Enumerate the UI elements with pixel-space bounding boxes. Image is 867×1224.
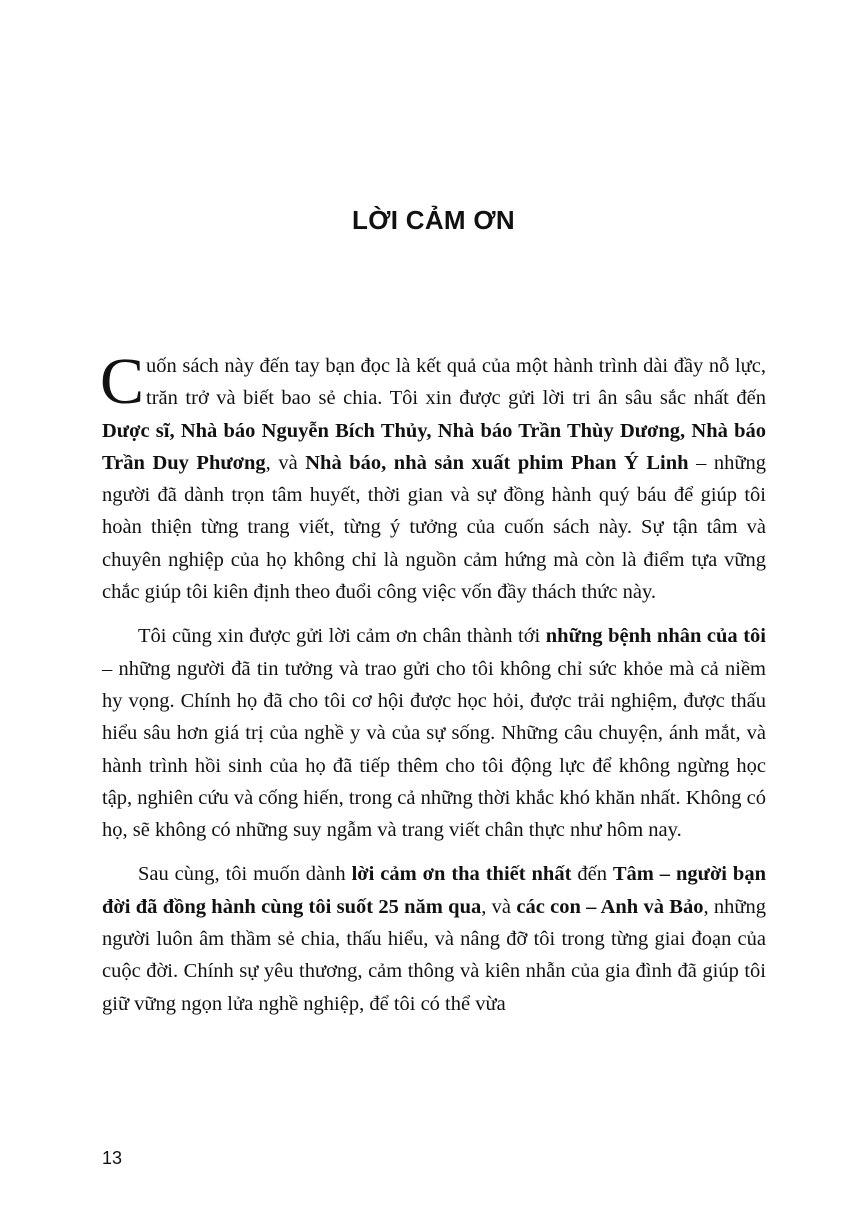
bold-run: những bệnh nhân của tôi <box>545 625 766 648</box>
text-run: , và <box>481 895 517 918</box>
paragraph-3 <box>102 858 766 1019</box>
paragraph-1 <box>100 345 766 608</box>
bold-run: Dược sĩ, Nhà báo Nguyễn Bích Thủy, Nhà báo Trần Thùy Dương, Nhà báo Trần Duy Phương <box>102 419 766 474</box>
bold-run: các con – Anh và Bảo <box>516 895 704 918</box>
paragraph-2 <box>102 620 766 846</box>
text-run: uốn sách này đến tay bạn đọc là kết quả của một hành trình dài đầy nỗ lực, trăn trở và biết bao sẻ chia. Tôi xin được gửi lời tri ân sâu sắc nhất đến <box>146 355 766 410</box>
text-run: , những người luôn âm thầm sẻ chia, thấu hiểu, và nâng đỡ tôi trong từng giai đoạn của cuộc đời. Chính sự yêu thương, cảm thông và kiên nhẫn của gia đình đã giúp tôi giữ vững ngọn lửa nghề nghiệp, để tôi có thể vừa <box>102 895 766 1015</box>
body-text <box>100 345 766 1032</box>
page-number: 13 <box>102 1148 123 1168</box>
text-run: đến <box>571 863 613 886</box>
drop-cap: C <box>100 345 145 418</box>
text-run: Sau cùng, tôi muốn dành <box>138 863 352 886</box>
text-run: – những người đã dành trọn tâm huyết, thời gian và sự đồng hành quý báu để giúp tôi hoàn thiện từng trang viết, từng ý tưởng của cuốn sách này. Sự tận tâm và chuyên nghiệp của họ không chỉ là nguồn cảm hứng mà còn là điểm tựa vững chắc giúp tôi kiên định theo đuổi công việc vốn đầy thách thức này. <box>102 451 766 604</box>
bold-run: Nhà báo, nhà sản xuất phim Phan Ý Linh <box>305 451 689 474</box>
text-run: Tôi cũng xin được gửi lời cảm ơn chân thành tới <box>138 625 546 648</box>
bold-run: lời cảm ơn tha thiết nhất <box>351 863 572 886</box>
page-title: LỜI CẢM ƠN <box>352 205 515 235</box>
text-run: , và <box>265 451 306 474</box>
text-run: – những người đã tin tưởng và trao gửi cho tôi không chỉ sức khỏe mà cả niềm hy vọng. Chính họ đã cho tôi cơ hội được học hỏi, được trải nghiệm, được thấu hiểu sâu hơn giá trị của nghề y và của sự sống. Những câu chuyện, ánh mắt, và hành trình hồi sinh của họ đã tiếp thêm cho tôi động lực để không ngừng học tập, nghiên cứu và cống hiến, trong cả những thời khắc khó khăn nhất. Không có họ, sẽ không có những suy ngẫm và trang viết chân thực như hôm nay. <box>102 657 766 842</box>
bold-run: Tâm – người bạn đời đã đồng hành cùng tôi suốt 25 năm qua <box>102 863 766 918</box>
